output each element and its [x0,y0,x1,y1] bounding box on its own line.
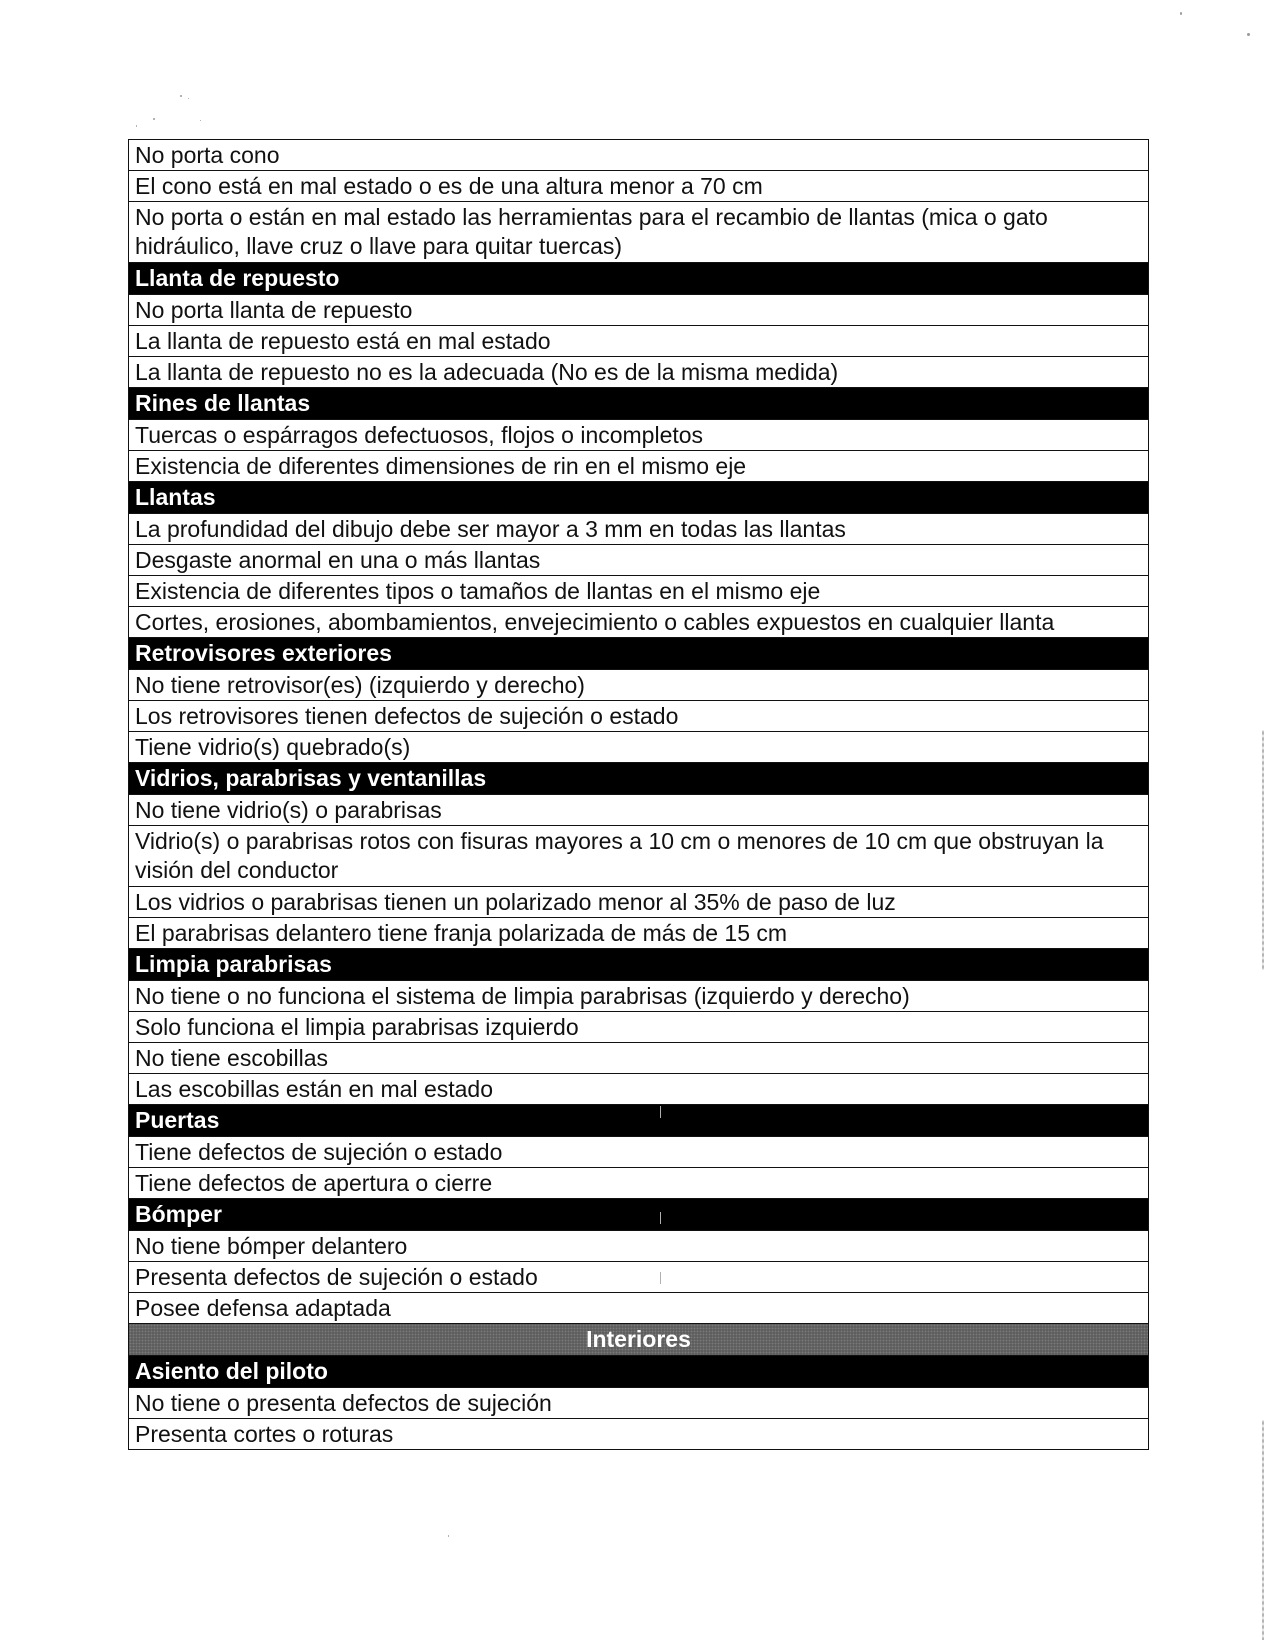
scan-mark [660,1106,661,1118]
checklist-item-row: Los retrovisores tienen defectos de sujeción o estado [129,701,1148,732]
category-header-row: Asiento del piloto [129,1356,1148,1388]
category-header-row: Rines de llantas [129,388,1148,420]
checklist-item-row: No tiene retrovisor(es) (izquierdo y derecho) [129,670,1148,701]
scan-speck [188,98,189,99]
scan-speck [1247,33,1250,36]
checklist-item-row: Existencia de diferentes tipos o tamaños de llantas en el mismo eje [129,576,1148,607]
scan-mark [660,1212,661,1224]
checklist-item-row: El parabrisas delantero tiene franja polarizada de más de 15 cm [129,918,1148,949]
checklist-item-row: Tuercas o espárragos defectuosos, flojos o incompletos [129,420,1148,451]
checklist-item-row: Tiene vidrio(s) quebrado(s) [129,732,1148,763]
scan-speck [136,125,137,127]
checklist-item-row: La profundidad del dibujo debe ser mayor a 3 mm en todas las llantas [129,514,1148,545]
scan-speck [180,95,182,97]
checklist-item-row: Posee defensa adaptada [129,1293,1148,1324]
scan-speck [448,1535,449,1537]
checklist-item-row: Cortes, erosiones, abombamientos, envejecimiento o cables expuestos en cualquier llanta [129,607,1148,638]
checklist-item-row: Solo funciona el limpia parabrisas izquierdo [129,1012,1148,1043]
checklist-item-row: No porta cono [129,140,1148,171]
category-header-row: Limpia parabrisas [129,949,1148,981]
scan-edge-dots [1262,730,1264,970]
checklist-item-row: No tiene vidrio(s) o parabrisas [129,795,1148,826]
category-header-row: Llanta de repuesto [129,263,1148,295]
checklist-item-row: Presenta defectos de sujeción o estado [129,1262,1148,1293]
checklist-item-row: No tiene o presenta defectos de sujeción [129,1388,1148,1419]
category-header-row: Vidrios, parabrisas y ventanillas [129,763,1148,795]
checklist-item-row: Vidrio(s) o parabrisas rotos con fisuras mayores a 10 cm o menores de 10 cm que obstruyan la visión del conductor [129,826,1148,887]
checklist-item-row: Los vidrios o parabrisas tienen un polarizado menor al 35% de paso de luz [129,887,1148,918]
checklist-item-row: No tiene o no funciona el sistema de limpia parabrisas (izquierdo y derecho) [129,981,1148,1012]
checklist-item-row: La llanta de repuesto está en mal estado [129,326,1148,357]
checklist-item-row: No tiene bómper delantero [129,1231,1148,1262]
checklist-item-row: Desgaste anormal en una o más llantas [129,545,1148,576]
scan-speck [1180,12,1182,15]
checklist-item-row: No porta llanta de repuesto [129,295,1148,326]
checklist-item-row: Existencia de diferentes dimensiones de rin en el mismo eje [129,451,1148,482]
category-header-row: Retrovisores exteriores [129,638,1148,670]
checklist-item-row: Las escobillas están en mal estado [129,1074,1148,1105]
checklist-item-row: No porta o están en mal estado las herramientas para el recambio de llantas (mica o gato hidráulico, llave cruz o llave para quitar tuercas) [129,202,1148,263]
checklist-item-row: El cono está en mal estado o es de una altura menor a 70 cm [129,171,1148,202]
category-header-row: Llantas [129,482,1148,514]
scan-speck [153,118,155,120]
checklist-item-row: La llanta de repuesto no es la adecuada (No es de la misma medida) [129,357,1148,388]
scan-speck [200,120,201,121]
category-header-row: Bómper [129,1199,1148,1231]
category-header-row: Puertas [129,1105,1148,1137]
checklist-item-row: Presenta cortes o roturas [135,1421,394,1447]
section-banner-row: Interiores [129,1324,1148,1356]
scan-mark [660,1272,661,1284]
scan-edge-dots [1262,1420,1264,1640]
checklist-item-row: Tiene defectos de apertura o cierre [129,1168,1148,1199]
checklist-item-row: Tiene defectos de sujeción o estado [129,1137,1148,1168]
checklist-item-row: No tiene escobillas [129,1043,1148,1074]
inspection-checklist-table [128,139,1149,1450]
